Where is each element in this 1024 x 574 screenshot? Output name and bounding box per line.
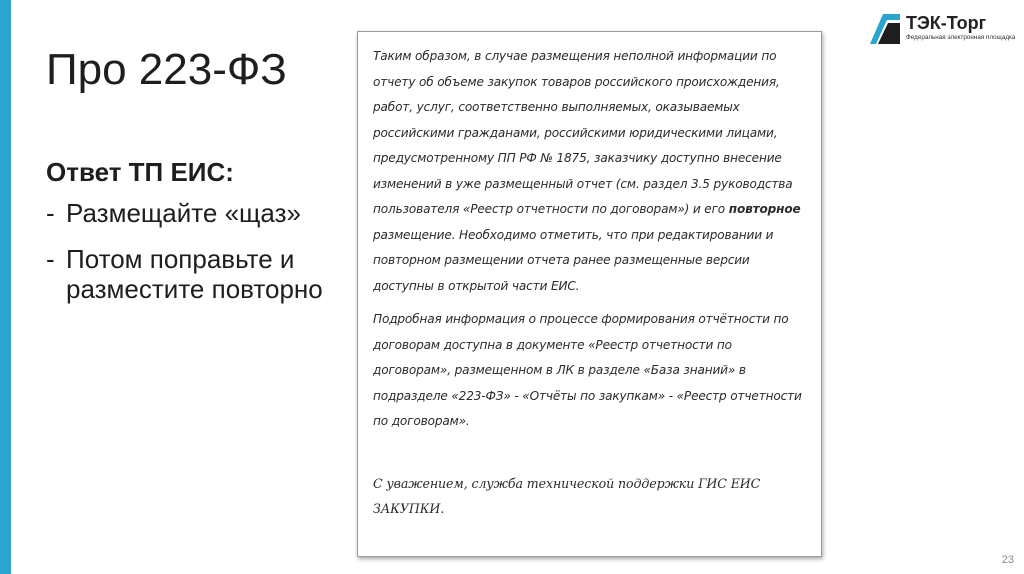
logo-tagline: Федеральная электронная площадка bbox=[906, 34, 1016, 41]
slide-title: Про 223-ФЗ bbox=[46, 45, 287, 94]
support-reply-image bbox=[357, 31, 822, 557]
logo bbox=[870, 13, 1016, 47]
tek-torg-logo-icon bbox=[870, 14, 900, 44]
reply-bold-word: повторное bbox=[728, 202, 801, 216]
reply-signature: С уважением, служба технической поддержки ГИС ЕИС ЗАКУПКИ. bbox=[373, 475, 761, 516]
page-number: 23 bbox=[1001, 554, 1014, 566]
bullet-text: Размещайте «щаз» bbox=[66, 198, 301, 228]
bullet-text: Потом поправьте и разместите повторно bbox=[66, 244, 323, 304]
bullet-item bbox=[46, 244, 326, 304]
reply-text: Таким образом, в случае размещения неполной информации по отчету об объеме закупок товаров российского происхождения, работ, услуг, соответственно выполняемых, оказываемых российскими гражданами, российскими юридическими лицами, предусмотренному ПП РФ № 1875, заказчику доступно внесение изменений в уже размещенный отчет (см. раздел 3.5 руководства пользователя «Реестр отчетности по договорам») и его bbox=[373, 49, 793, 216]
bullet-list bbox=[46, 198, 326, 320]
logo-name: ТЭК-Торг bbox=[906, 13, 987, 33]
accent-bar bbox=[0, 0, 11, 574]
reply-paragraph bbox=[373, 44, 809, 299]
bullet-dash: - bbox=[46, 244, 55, 274]
reply-text: размещение. Необходимо отметить, что при редактировании и повторном размещении отчета ранее размещенные версии доступны в открытой части ЕИС. bbox=[373, 227, 774, 293]
bullet-item bbox=[46, 198, 326, 228]
reply-paragraph: Подробная информация о процессе формирования отчётности по договорам доступна в документе «Реестр отчетности по договорам», размещенном в ЛК в разделе «База знаний» в подразделе «223-ФЗ» - «Отчёты по закупкам» - «Реестр отчетности по договорам». bbox=[373, 312, 802, 428]
bullet-dash: - bbox=[46, 198, 55, 228]
answer-heading: Ответ ТП ЕИС: bbox=[46, 157, 234, 187]
